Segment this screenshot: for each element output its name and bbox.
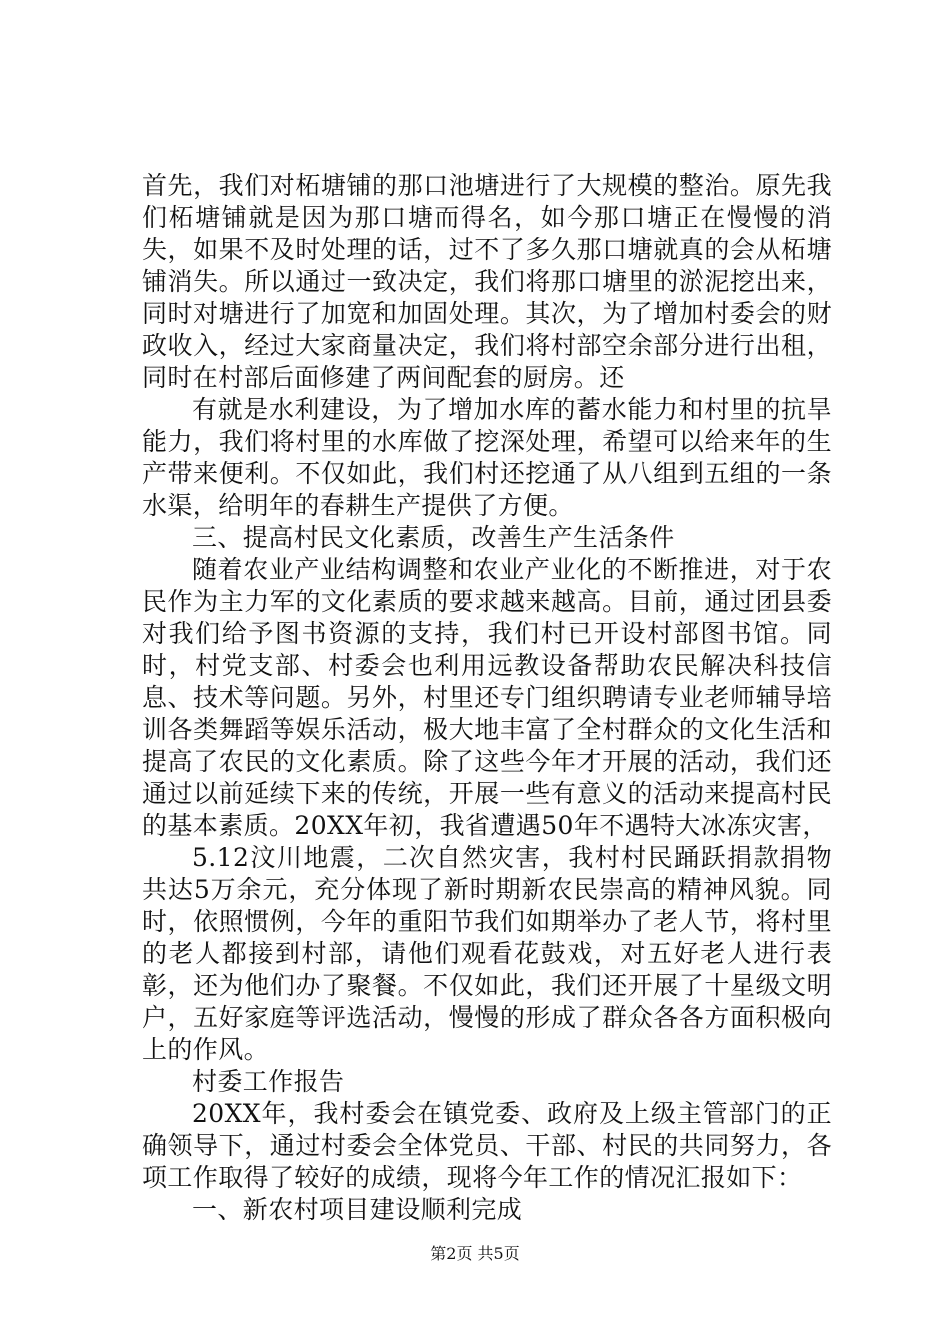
section-heading-3: 三、提高村民文化素质，改善生产生活条件 [192, 523, 675, 552]
section-heading-1: 一、新农村项目建设顺利完成 [192, 1195, 523, 1224]
paragraph-5: 5.12汶川地震，二次自然灾害，我村村民踊跃捐款捐物共达5万余元，充分体现了新时期新农民崇高的精神风貌。同时，依照惯例，今年的重阳节我们如期举办了老人节，将村里的老人都接到村部，请他们观看花鼓戏，对五好老人进行表彰，还为他们办了聚餐。不仅如此，我们还开展了十星级文明户，五好家庭等评选活动，慢慢的形成了群众各各方面积极向上的作风。 [142, 843, 832, 1064]
report-title: 村委工作报告 [192, 1067, 345, 1096]
page-footer: 第2页 共5页 [430, 1244, 520, 1263]
document-body [142, 170, 832, 1226]
paragraph-2: 有就是水利建设，为了增加水库的蓄水能力和村里的抗旱能力，我们将村里的水库做了挖深处理，希望可以给来年的生产带来便利。不仅如此，我们村还挖通了从八组到五组的一条水渠，给明年的春耕生产提供了方便。 [142, 395, 832, 520]
paragraph-4: 随着农业产业结构调整和农业产业化的不断推进，对于农民作为主力军的文化素质的要求越来越高。目前，通过团县委对我们给予图书资源的支持，我们村已开设村部图书馆。同时，村党支部、村委会也利用远教设备帮助农民解决科技信息、技术等问题。另外，村里还专门组织聘请专业老师辅导培训各类舞蹈等娱乐活动，极大地丰富了全村群众的文化生活和提高了农民的文化素质。除了这些今年才开展的活动，我们还通过以前延续下来的传统，开展一些有意义的活动来提高村民的基本素质。20XX年初，我省遭遇50年不遇特大冰冻灾害， [142, 555, 832, 840]
paragraph-1: 首先，我们对柘塘铺的那口池塘进行了大规模的整治。原先我们柘塘铺就是因为那口塘而得名，如今那口塘正在慢慢的消失，如果不及时处理的话，过不了多久那口塘就真的会从柘塘铺消失。所以通过一致决定，我们将那口塘里的淤泥挖出来，同时对塘进行了加宽和加固处理。其次，为了增加村委会的财政收入，经过大家商量决定，我们将村部空余部分进行出租，同时在村部后面修建了两间配套的厨房。还 [142, 171, 832, 392]
paragraph-7: 20XX年，我村委会在镇党委、政府及上级主管部门的正确领导下，通过村委会全体党员、干部、村民的共同努力，各项工作取得了较好的成绩，现将今年工作的情况汇报如下： [142, 1099, 832, 1192]
